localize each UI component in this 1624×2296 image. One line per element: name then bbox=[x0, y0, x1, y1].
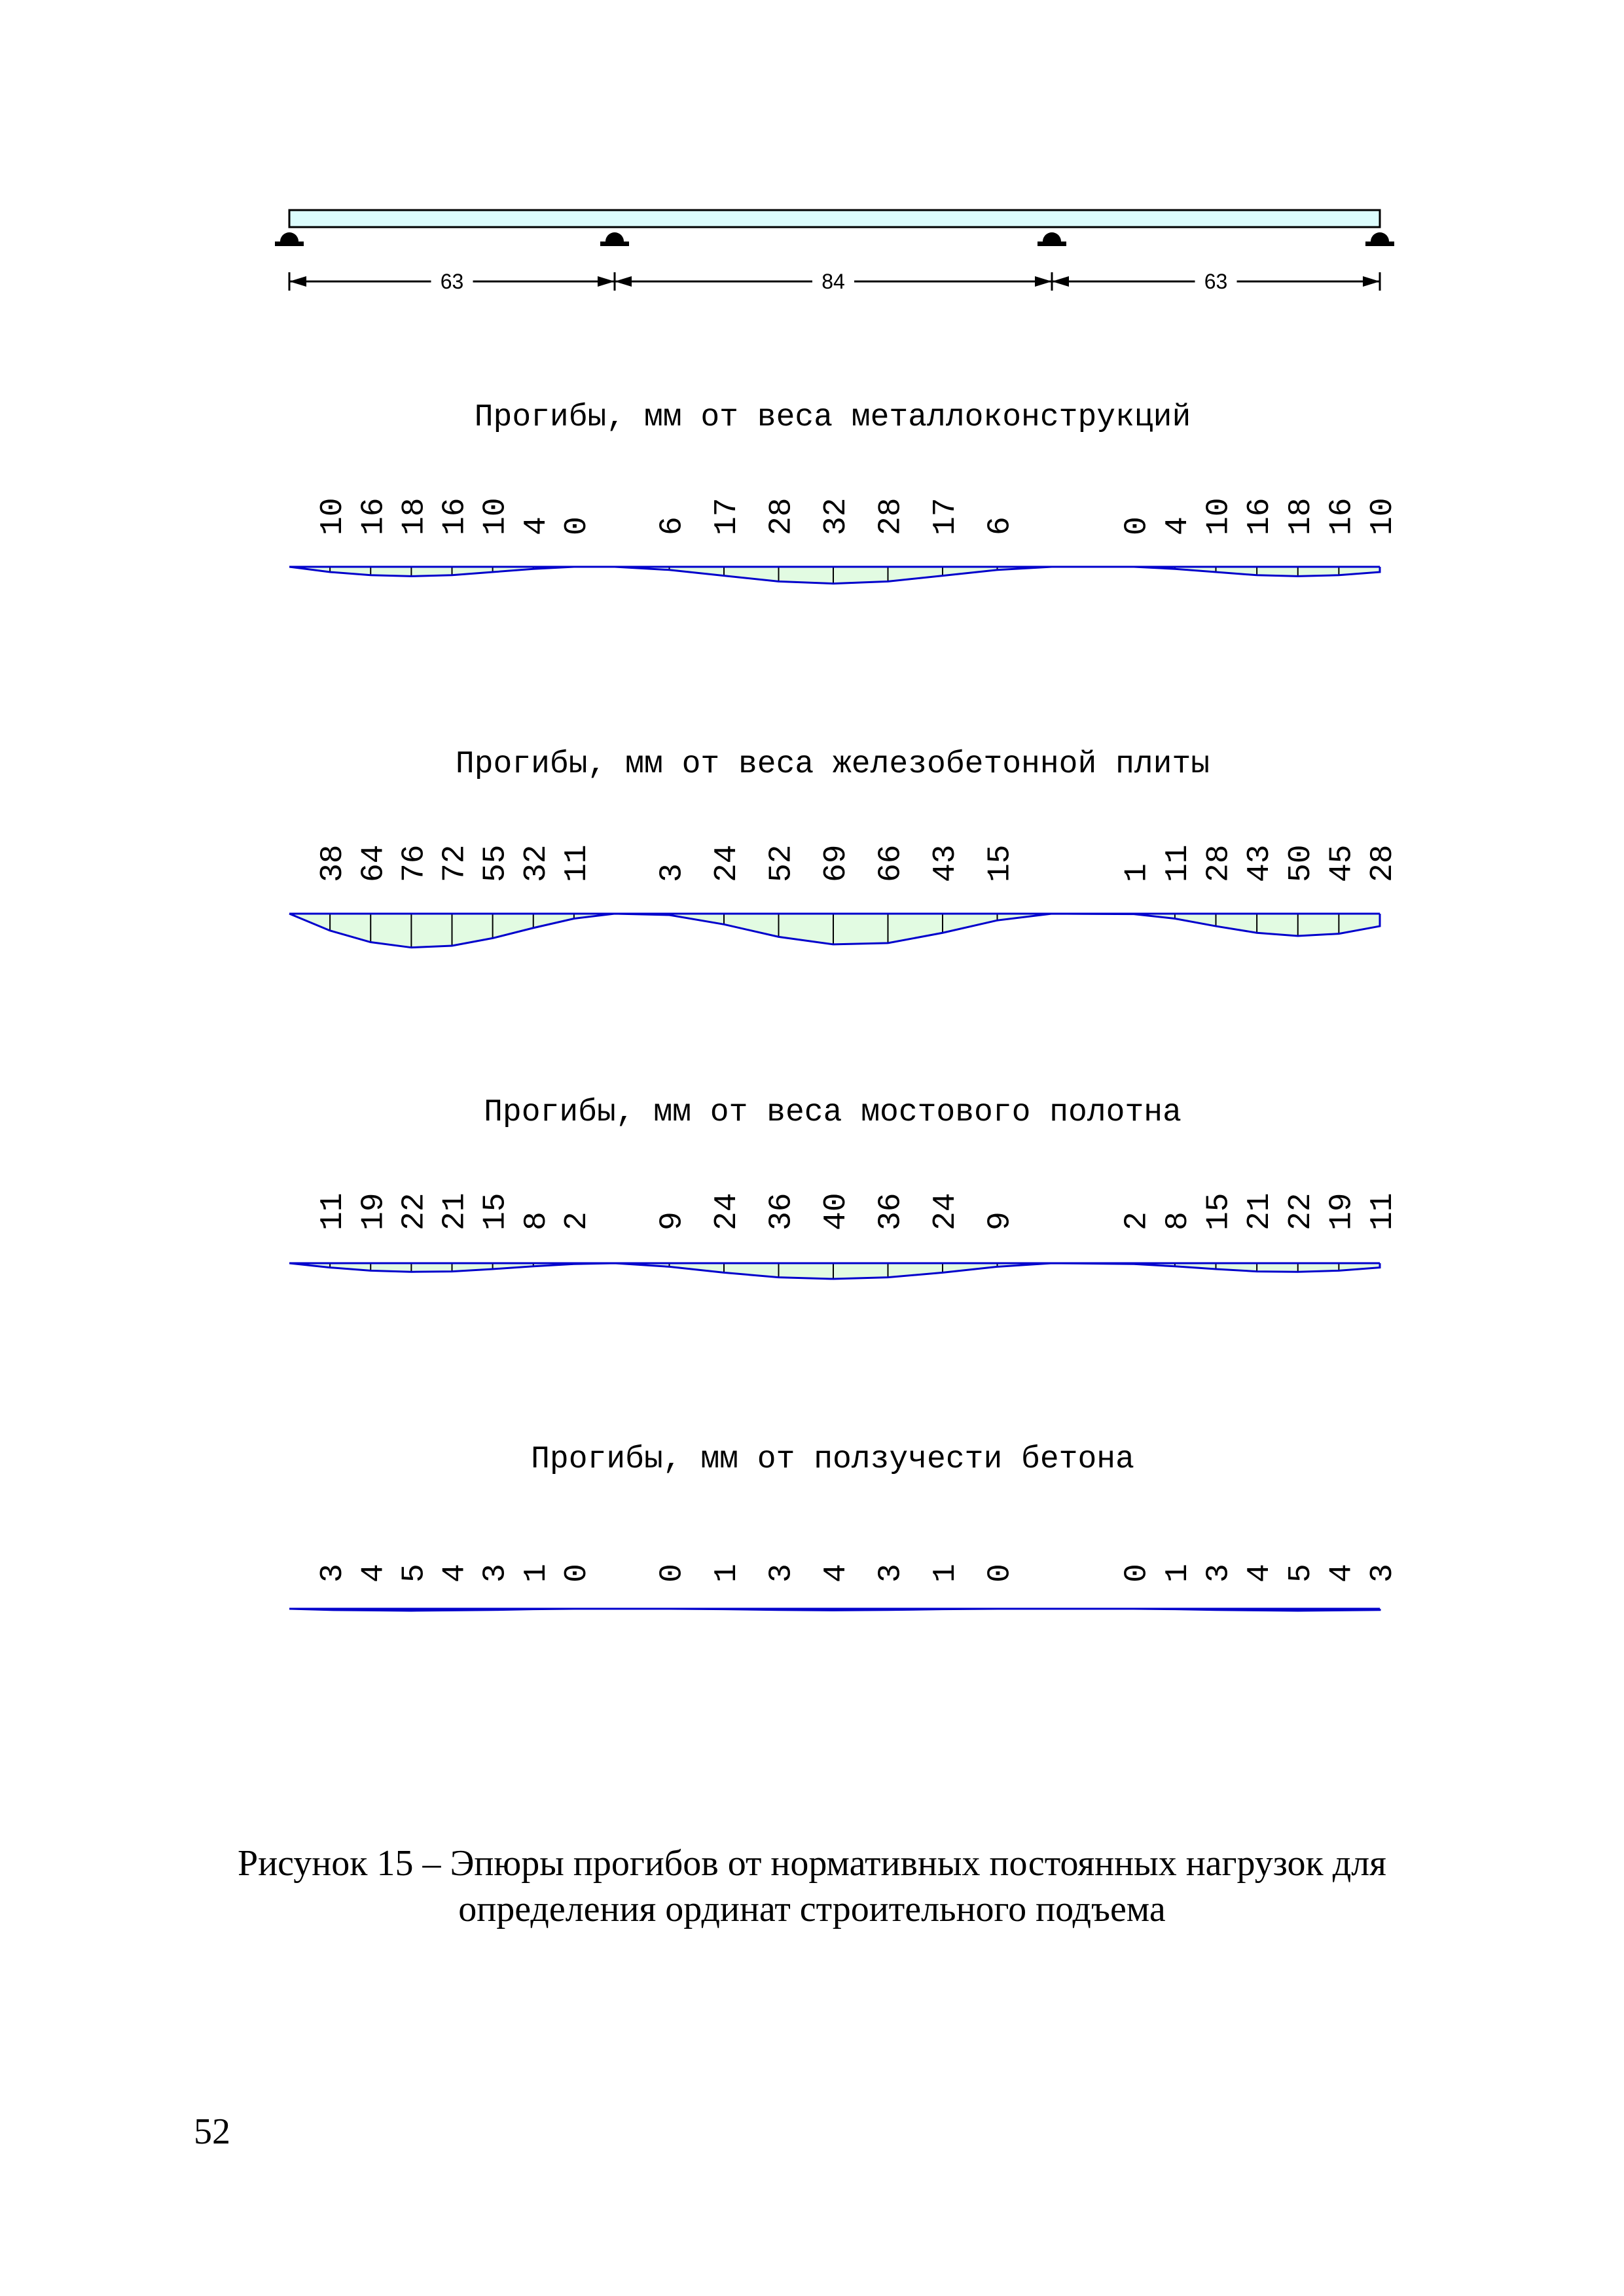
diagram-4-value-15: 0 bbox=[1119, 1564, 1155, 1583]
diagram-2-value-21: 28 bbox=[1365, 844, 1401, 882]
diagram-4-value-20: 4 bbox=[1324, 1564, 1360, 1583]
span-length-label-1: 63 bbox=[440, 270, 464, 293]
diagram-2-value-8: 3 bbox=[655, 863, 691, 882]
diagram-4-value-12: 3 bbox=[873, 1564, 909, 1583]
diagram-1-value-21: 10 bbox=[1365, 497, 1401, 535]
diagram-4-value-19: 5 bbox=[1283, 1564, 1319, 1583]
diagram-title-3: Прогибы, мм от веса мостового полотна bbox=[484, 1095, 1182, 1130]
diagram-3-value-13: 24 bbox=[928, 1193, 964, 1230]
diagram-3-value-18: 21 bbox=[1242, 1193, 1278, 1230]
diagram-3-value-10: 36 bbox=[764, 1193, 800, 1230]
diagram-3-value-14: 9 bbox=[983, 1211, 1019, 1230]
diagram-2-value-1: 38 bbox=[316, 844, 352, 882]
dimension-arrow-end-2 bbox=[1035, 276, 1052, 287]
diagram-4-value-7: 0 bbox=[559, 1564, 595, 1583]
diagram-4-value-4: 4 bbox=[437, 1564, 473, 1583]
diagram-1-value-7: 0 bbox=[559, 516, 595, 535]
diagram-2-value-15: 1 bbox=[1119, 863, 1155, 882]
diagram-1-value-3: 18 bbox=[397, 497, 433, 535]
diagram-4-value-11: 4 bbox=[819, 1564, 854, 1583]
diagram-1-value-13: 17 bbox=[928, 497, 964, 535]
beam bbox=[289, 210, 1380, 227]
support-base-1 bbox=[275, 242, 304, 246]
diagram-2-value-7: 11 bbox=[559, 844, 595, 882]
diagram-4-value-21: 3 bbox=[1365, 1564, 1401, 1583]
dimension-arrow-end-3 bbox=[1363, 276, 1380, 287]
diagram-1-value-4: 16 bbox=[437, 497, 473, 535]
diagram-4-value-5: 3 bbox=[478, 1564, 514, 1583]
diagram-1-value-9: 17 bbox=[710, 497, 745, 535]
diagram-2-value-6: 32 bbox=[518, 844, 554, 882]
diagram-2-value-17: 28 bbox=[1201, 844, 1237, 882]
diagram-3-value-17: 15 bbox=[1201, 1193, 1237, 1230]
diagram-1-value-16: 4 bbox=[1160, 516, 1196, 535]
diagram-3-value-21: 11 bbox=[1365, 1193, 1401, 1230]
diagram-2-value-11: 69 bbox=[819, 844, 854, 882]
dimension-arrow-start-2 bbox=[615, 276, 632, 287]
diagram-3-value-3: 22 bbox=[397, 1193, 433, 1230]
support-4 bbox=[1371, 232, 1389, 242]
diagram-1-value-14: 6 bbox=[983, 516, 1019, 535]
diagram-4-value-1: 3 bbox=[316, 1564, 352, 1583]
support-base-2 bbox=[600, 242, 629, 246]
support-3 bbox=[1043, 232, 1061, 242]
diagram-3-value-9: 24 bbox=[710, 1193, 745, 1230]
diagram-3-value-6: 8 bbox=[518, 1211, 554, 1230]
dimension-arrow-end-1 bbox=[598, 276, 615, 287]
diagram-title-2: Прогибы, мм от веса железобетонной плиты bbox=[455, 747, 1210, 782]
diagram-title-4: Прогибы, мм от ползучести бетона bbox=[531, 1442, 1134, 1477]
diagram-2-value-20: 45 bbox=[1324, 844, 1360, 882]
diagram-2-value-9: 24 bbox=[710, 844, 745, 882]
diagram-4-value-9: 1 bbox=[710, 1564, 745, 1583]
diagram-1-value-12: 28 bbox=[873, 497, 909, 535]
diagram-4-value-14: 0 bbox=[983, 1564, 1019, 1583]
diagram-2-value-18: 43 bbox=[1242, 844, 1278, 882]
diagram-1-value-15: 0 bbox=[1119, 516, 1155, 535]
diagram-2-value-13: 43 bbox=[928, 844, 964, 882]
diagram-4-value-8: 0 bbox=[655, 1564, 691, 1583]
span-length-label-2: 84 bbox=[821, 270, 845, 293]
dimension-arrow-start-3 bbox=[1052, 276, 1069, 287]
diagram-2-value-3: 76 bbox=[397, 844, 433, 882]
dimension-arrow-start-1 bbox=[289, 276, 306, 287]
diagram-1-value-18: 16 bbox=[1242, 497, 1278, 535]
diagram-3-value-19: 22 bbox=[1283, 1193, 1319, 1230]
diagram-3-value-12: 36 bbox=[873, 1193, 909, 1230]
support-base-3 bbox=[1038, 242, 1066, 246]
diagram-3-value-20: 19 bbox=[1324, 1193, 1360, 1230]
support-1 bbox=[280, 232, 298, 242]
support-2 bbox=[605, 232, 624, 242]
diagram-4-value-10: 3 bbox=[764, 1564, 800, 1583]
support-base-4 bbox=[1365, 242, 1394, 246]
span-length-label-3: 63 bbox=[1204, 270, 1228, 293]
diagram-4-value-6: 1 bbox=[518, 1564, 554, 1583]
diagram-1-value-17: 10 bbox=[1201, 497, 1237, 535]
figure-caption-line-2: определения ординат строительного подъема bbox=[458, 1889, 1166, 1929]
diagram-1-value-10: 28 bbox=[764, 497, 800, 535]
diagram-3-value-16: 8 bbox=[1160, 1211, 1196, 1230]
diagram-title-1: Прогибы, мм от веса металлоконструкций bbox=[474, 400, 1191, 435]
diagram-1-value-2: 16 bbox=[356, 497, 392, 535]
diagram-1-value-6: 4 bbox=[518, 516, 554, 535]
figure-caption-line-1: Рисунок 15 – Эпюры прогибов от нормативных постоянных нагрузок для bbox=[238, 1843, 1386, 1884]
diagram-3-value-1: 11 bbox=[316, 1193, 352, 1230]
diagram-1-value-5: 10 bbox=[478, 497, 514, 535]
diagram-2-value-4: 72 bbox=[437, 844, 473, 882]
diagram-3-value-11: 40 bbox=[819, 1193, 854, 1230]
diagram-3-value-4: 21 bbox=[437, 1193, 473, 1230]
page-number: 52 bbox=[194, 2111, 230, 2152]
diagram-2-value-14: 15 bbox=[983, 844, 1019, 882]
diagram-2-value-12: 66 bbox=[873, 844, 909, 882]
diagram-4-value-18: 4 bbox=[1242, 1564, 1278, 1583]
diagram-1-value-20: 16 bbox=[1324, 497, 1360, 535]
diagram-2-value-2: 64 bbox=[356, 844, 392, 882]
diagram-2-value-5: 55 bbox=[478, 844, 514, 882]
diagram-1-value-19: 18 bbox=[1283, 497, 1319, 535]
diagram-2-value-10: 52 bbox=[764, 844, 800, 882]
diagram-1-value-11: 32 bbox=[819, 497, 854, 535]
diagram-3-value-7: 2 bbox=[559, 1211, 595, 1230]
diagram-3-value-8: 9 bbox=[655, 1211, 691, 1230]
diagram-4-value-13: 1 bbox=[928, 1564, 964, 1583]
diagram-4-value-3: 5 bbox=[397, 1564, 433, 1583]
diagram-4-value-17: 3 bbox=[1201, 1564, 1237, 1583]
diagram-3-value-15: 2 bbox=[1119, 1211, 1155, 1230]
diagram-2-value-16: 11 bbox=[1160, 844, 1196, 882]
diagram-4-value-16: 1 bbox=[1160, 1564, 1196, 1583]
diagram-3-value-2: 19 bbox=[356, 1193, 392, 1230]
diagram-1-value-8: 6 bbox=[655, 516, 691, 535]
diagram-2-value-19: 50 bbox=[1283, 844, 1319, 882]
diagram-3-value-5: 15 bbox=[478, 1193, 514, 1230]
diagram-4-value-2: 4 bbox=[356, 1564, 392, 1583]
diagram-1-value-1: 10 bbox=[316, 497, 352, 535]
